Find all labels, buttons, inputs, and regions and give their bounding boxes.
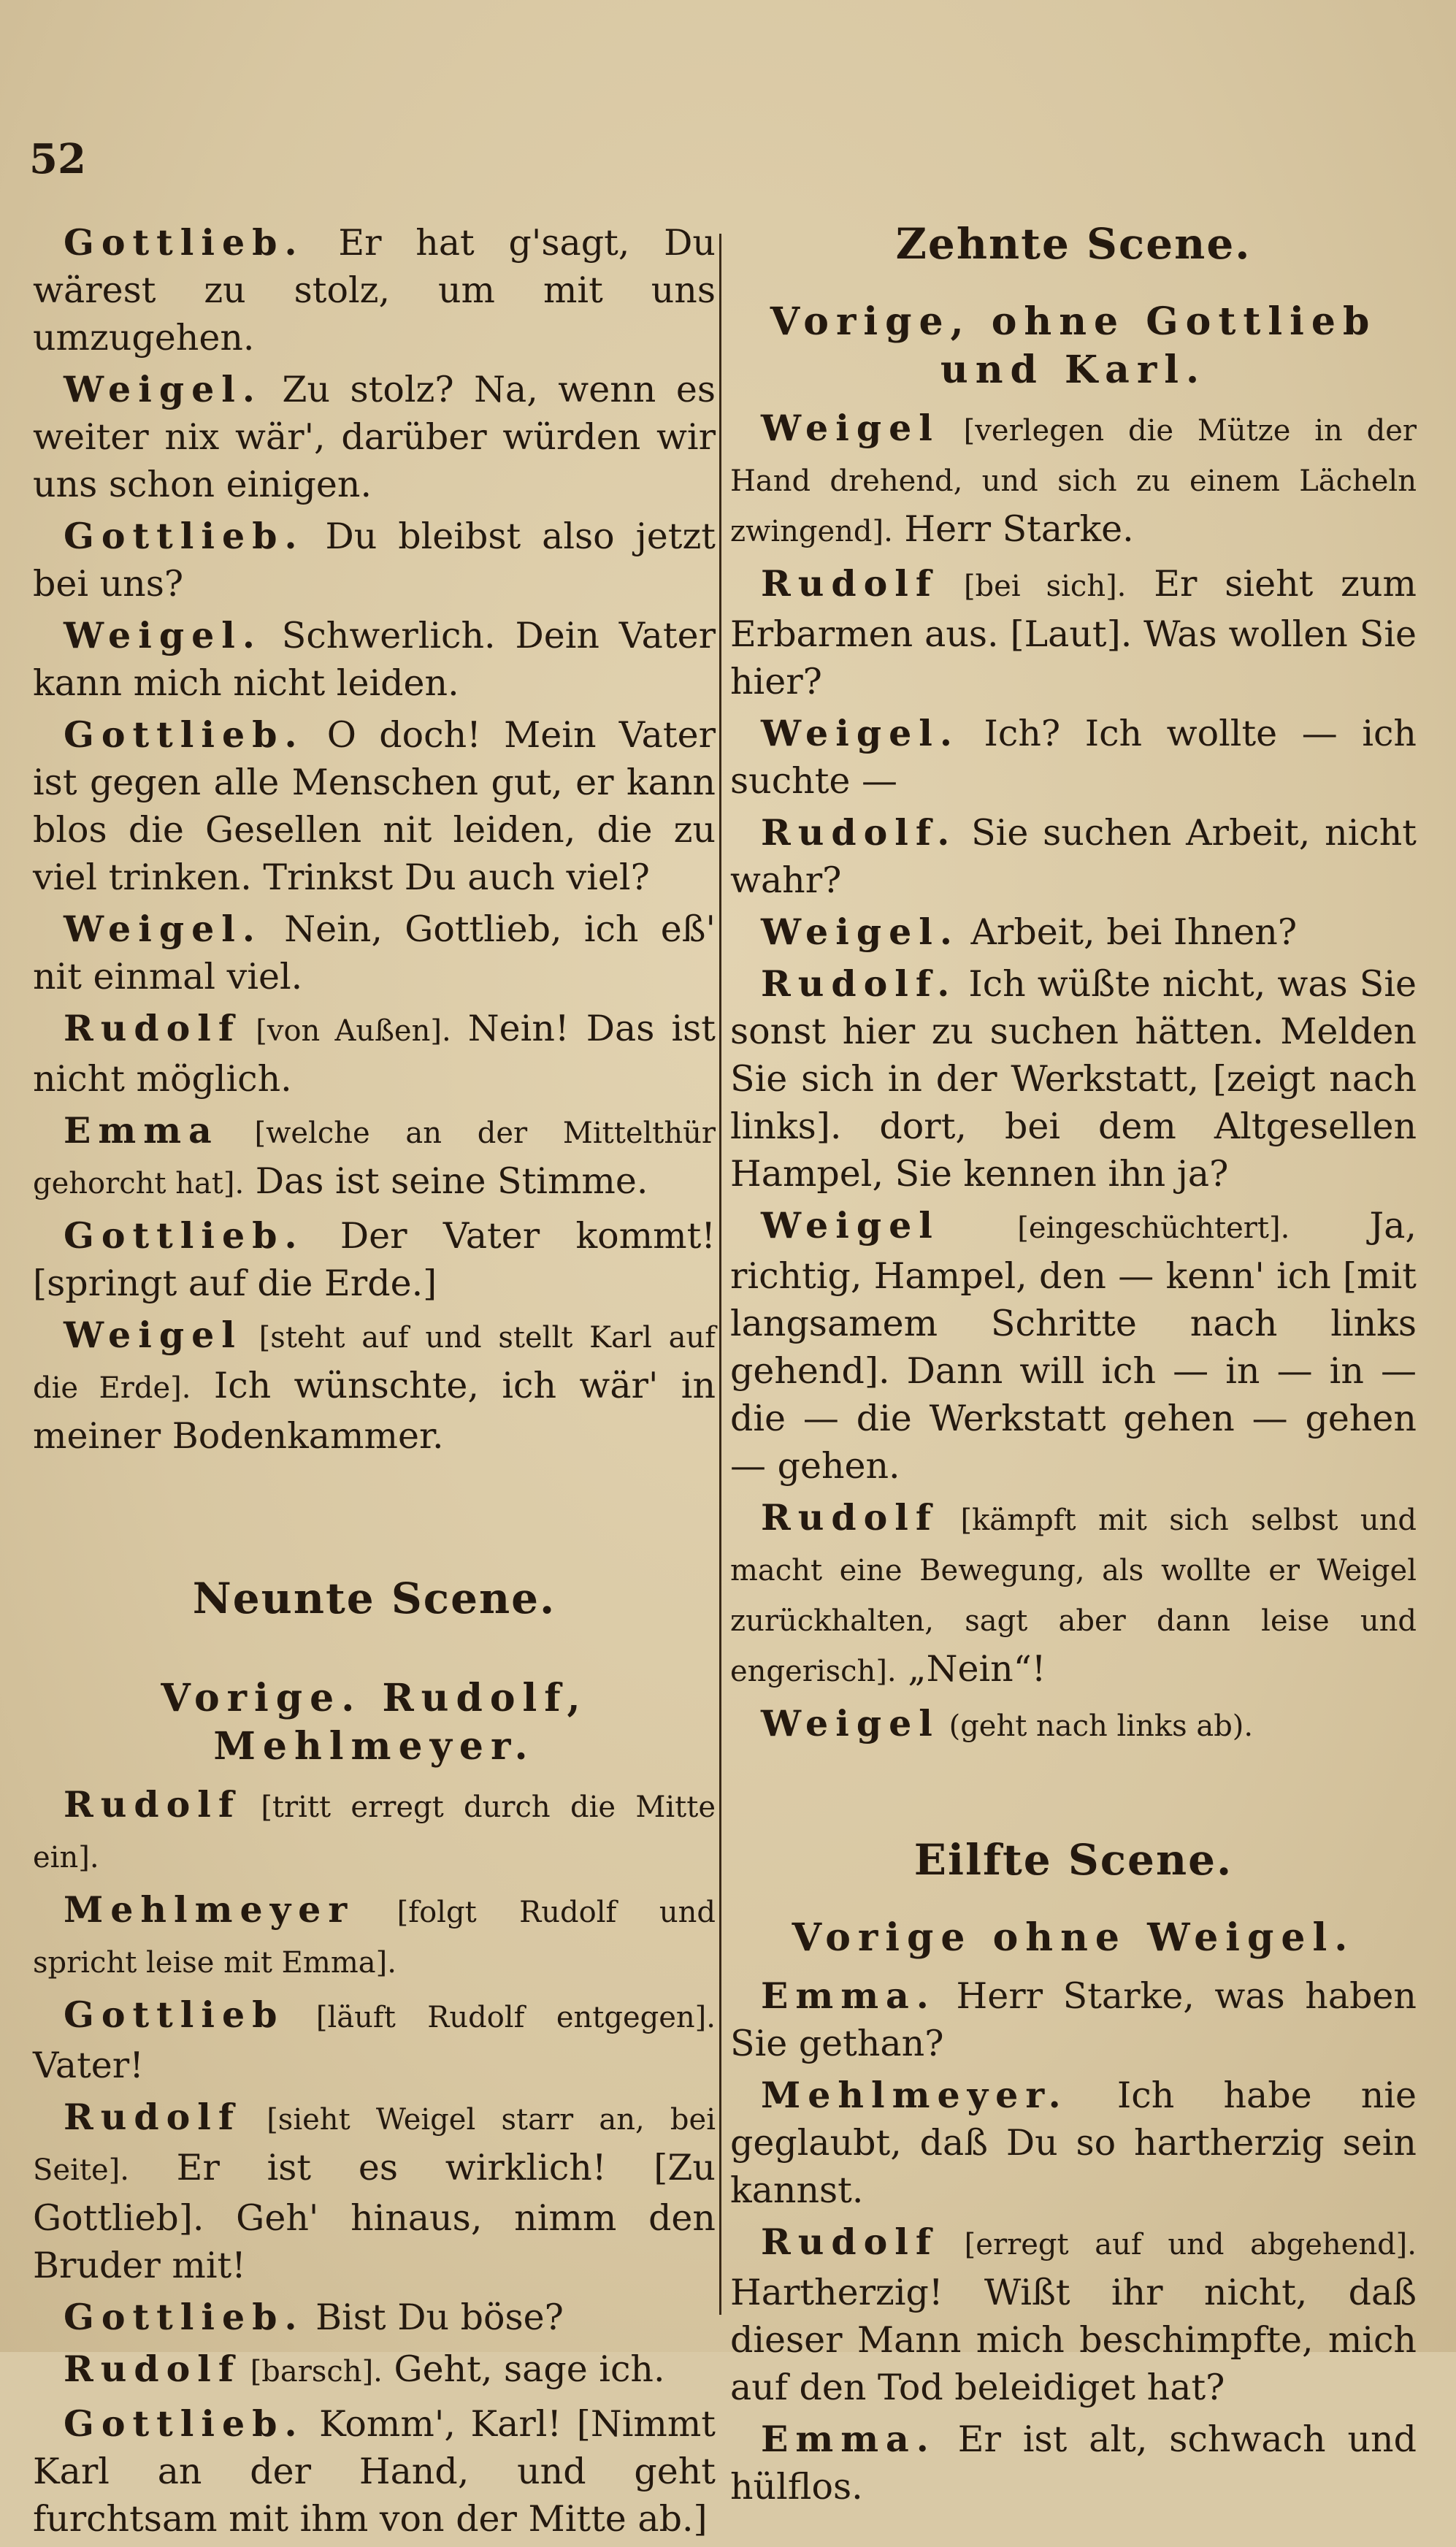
stage-direction: (geht nach links ab). bbox=[939, 1709, 1254, 1743]
dialogue-line bbox=[33, 366, 716, 508]
column-divider bbox=[719, 234, 721, 2315]
speaker-name: Rudolf bbox=[64, 1007, 241, 1049]
stage-direction: [erregt auf und abgehend]. bbox=[938, 2228, 1417, 2261]
line-text: Arbeit, bei Ihnen? bbox=[959, 911, 1298, 953]
line-text: Er hat g'sagt, Du wärest zu stolz, um mit uns umzugehen. bbox=[33, 222, 716, 359]
left-column bbox=[33, 219, 716, 2547]
line-text: Er sieht zum Erbarmen aus. [Laut]. Was wollen Sie hier? bbox=[730, 563, 1417, 702]
speaker-name: Gottlieb. bbox=[64, 2402, 304, 2445]
scene10-dialogue bbox=[730, 405, 1417, 1750]
scene9-dialogue bbox=[33, 219, 716, 1460]
line-text: Nein, Gottlieb, ich eß' nit einmal viel. bbox=[33, 908, 716, 997]
line-text: Ja, richtig, Hampel, den — kenn' ich [mit langsamem Schritte nach links gehend]. Dann will ich — in — in — die — die Werkstatt gehen — gehen — gehen. bbox=[730, 1205, 1417, 1487]
dialogue-line bbox=[33, 1991, 716, 2089]
scene11-dialogue bbox=[730, 1972, 1417, 2510]
speaker-name: Gottlieb. bbox=[64, 713, 304, 756]
stage-direction: [tritt erregt durch die Mitte ein]. bbox=[33, 1790, 716, 1874]
speaker-name: Emma bbox=[64, 1109, 219, 1152]
scene9-title: Neunte Scene. bbox=[192, 1574, 556, 1623]
speaker-name: Mehlmeyer. bbox=[761, 2074, 1068, 2116]
stage-direction: [folgt Rudolf und spricht leise mit Emma]. bbox=[33, 1896, 716, 1980]
dialogue-line bbox=[730, 405, 1417, 556]
dialogue-line bbox=[730, 2218, 1417, 2411]
dialogue-line bbox=[33, 1886, 716, 1987]
line-text: Sie suchen Arbeit, nicht wahr? bbox=[730, 812, 1417, 901]
stage-direction: [steht auf und stellt Karl auf die Erde]. bbox=[33, 1321, 716, 1405]
line-text: Ich wüßte nicht, was Sie sonst hier zu suchen hätten. Melden Sie sich in der Werkstatt, [zeigt nach links]. dort, bei dem Altgesellen Hampel, Sie kennen ihn ja? bbox=[730, 963, 1417, 1195]
stage-direction: [barsch]. bbox=[240, 2355, 383, 2389]
line-text: Ich wünschte, ich wär' in meiner Bodenkammer. bbox=[33, 1365, 716, 1457]
speaker-name: Weigel. bbox=[64, 614, 262, 656]
line-text: Nein! Das ist nicht möglich. bbox=[33, 1008, 716, 1100]
scene9b-dialogue bbox=[33, 1781, 716, 2543]
dialogue-line bbox=[33, 1781, 716, 1882]
dialogue-line bbox=[730, 1700, 1417, 1750]
speaker-name: Mehlmeyer bbox=[64, 1888, 355, 1931]
stage-direction: [kämpft mit sich selbst und macht eine Bewegung, als wollte er Weigel zurückhalten, sagt aber dann leise und engerisch]. bbox=[730, 1504, 1417, 1688]
stage-direction: [welche an der Mittelthür gehorcht hat]. bbox=[33, 1117, 716, 1200]
speaker-name: Rudolf bbox=[761, 562, 938, 605]
dialogue-line bbox=[730, 2416, 1417, 2510]
line-text: O doch! Mein Vater ist gegen alle Menschen gut, er kann blos die Gesellen nit leiden, die zu viel trinken. Trinkst Du auch viel? bbox=[33, 714, 716, 898]
line-text: Er ist alt, schwach und hülflos. bbox=[730, 2418, 1417, 2508]
speaker-name: Weigel. bbox=[761, 712, 959, 754]
dialogue-line bbox=[730, 809, 1417, 904]
dialogue-line bbox=[730, 1972, 1417, 2067]
speaker-name: Emma. bbox=[761, 1975, 936, 2017]
line-text: Komm', Karl! [Nimmt Karl an der Hand, und geht furchtsam mit ihm von der Mitte ab.] bbox=[33, 2403, 716, 2540]
stage-direction: [bei sich]. bbox=[938, 570, 1127, 603]
speaker-name: Weigel. bbox=[761, 911, 959, 953]
dialogue-line bbox=[730, 2072, 1417, 2214]
dialogue-line bbox=[33, 513, 716, 608]
line-text: Herr Starke. bbox=[892, 508, 1134, 550]
dialogue-line bbox=[33, 1107, 716, 1208]
speaker-name: Weigel bbox=[761, 1702, 940, 1744]
dialogue-line bbox=[33, 1212, 716, 1307]
line-text: Geht, sage ich. bbox=[382, 2348, 665, 2390]
dialogue-line bbox=[33, 1311, 716, 1460]
dialogue-line bbox=[33, 2294, 716, 2341]
dialogue-line bbox=[33, 2400, 716, 2543]
speaker-name: Weigel bbox=[761, 1204, 940, 1246]
line-text: Schwerlich. Dein Vater kann mich nicht leiden. bbox=[33, 615, 716, 704]
dialogue-line bbox=[730, 960, 1417, 1198]
speaker-name: Gottlieb. bbox=[64, 1214, 304, 1257]
speaker-name: Rudolf. bbox=[761, 811, 957, 854]
speaker-name: Rudolf bbox=[64, 2348, 241, 2390]
scene10-title: Zehnte Scene. bbox=[895, 219, 1252, 269]
line-text: Zu stolz? Na, wenn es weiter nix wär', darüber würden wir uns schon einigen. bbox=[33, 369, 716, 505]
dialogue-line bbox=[33, 612, 716, 707]
line-text: Das ist seine Stimme. bbox=[244, 1160, 648, 1202]
speaker-name: Rudolf bbox=[64, 2096, 241, 2138]
line-text: Er ist es wirklich! [Zu Gottlieb]. Geh' hinaus, nimm den Bruder mit! bbox=[33, 2147, 716, 2286]
dialogue-line bbox=[730, 560, 1417, 705]
dialogue-line bbox=[33, 2094, 716, 2289]
line-text: Hartherzig! Wißt ihr nicht, daß dieser Mann mich beschimpfte, mich auf den Tod beleidiget hat? bbox=[730, 2272, 1417, 2408]
scene10-cast: Vorige, ohne Gottlieb und Karl. bbox=[770, 299, 1377, 392]
speaker-name: Weigel bbox=[761, 407, 940, 449]
dialogue-line bbox=[730, 710, 1417, 805]
line-text: Herr Starke, was haben Sie gethan? bbox=[730, 1975, 1417, 2064]
dialogue-line bbox=[33, 711, 716, 901]
speaker-name: Rudolf. bbox=[761, 962, 957, 1005]
speaker-name: Weigel. bbox=[64, 908, 262, 950]
stage-direction: [verlegen die Mütze in der Hand drehend, und sich zu einem Lächeln zwingend]. bbox=[730, 414, 1417, 548]
scene11-title: Eilfte Scene. bbox=[913, 1835, 1233, 1885]
speaker-name: Weigel bbox=[64, 1314, 242, 1356]
speaker-name: Weigel. bbox=[64, 368, 262, 410]
speaker-name: Gottlieb bbox=[64, 1993, 285, 2036]
dialogue-line bbox=[33, 2345, 716, 2396]
line-text: Ich habe nie geglaubt, daß Du so hartherzig sein kannst. bbox=[730, 2075, 1417, 2211]
stage-direction: [von Außen]. bbox=[240, 1014, 451, 1048]
dialogue-line bbox=[33, 219, 716, 361]
scene11-cast: Vorige ohne Weigel. bbox=[792, 1915, 1355, 1960]
line-text: Der Vater kommt! [springt auf die Erde.] bbox=[33, 1215, 716, 1304]
scene9-cast: Vorige. Rudolf, Mehlmeyer. bbox=[161, 1676, 588, 1769]
page-number: 52 bbox=[29, 135, 86, 183]
stage-direction: [sieht Weigel starr an, bei Seite]. bbox=[33, 2103, 716, 2187]
stage-direction: [läuft Rudolf entgegen]. bbox=[284, 2001, 716, 2034]
dialogue-line bbox=[33, 905, 716, 1000]
speaker-name: Emma. bbox=[761, 2418, 936, 2460]
line-text: Du bleibst also jetzt bei uns? bbox=[33, 516, 716, 605]
dialogue-line bbox=[730, 1494, 1417, 1696]
speaker-name: Rudolf bbox=[64, 1783, 241, 1826]
speaker-name: Gottlieb. bbox=[64, 2296, 304, 2338]
dialogue-line bbox=[33, 1005, 716, 1103]
speaker-name: Gottlieb. bbox=[64, 221, 304, 264]
line-text: Bist Du böse? bbox=[304, 2297, 564, 2338]
dialogue-line bbox=[730, 908, 1417, 956]
stage-direction: [eingeschüchtert]. bbox=[939, 1211, 1290, 1245]
speaker-name: Rudolf bbox=[761, 2221, 938, 2263]
speaker-name: Gottlieb. bbox=[64, 515, 304, 557]
right-column bbox=[730, 219, 1417, 2515]
line-text: „Nein“! bbox=[896, 1648, 1046, 1690]
line-text: Ich? Ich wollte — ich suchte — bbox=[730, 713, 1417, 802]
line-text: Vater! bbox=[33, 2045, 144, 2086]
speaker-name: Rudolf bbox=[761, 1496, 938, 1539]
dialogue-line bbox=[730, 1202, 1417, 1490]
